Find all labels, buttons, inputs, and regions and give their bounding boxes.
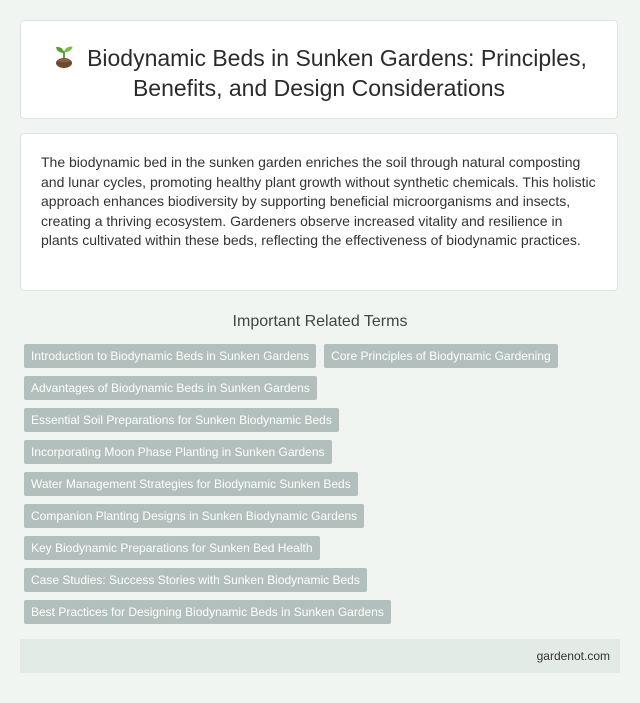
- tag-row: [24, 408, 620, 440]
- tag-row: [24, 344, 620, 376]
- tag-row: [24, 536, 620, 568]
- related-term-tag[interactable]: Water Management Strategies for Biodynamic Sunken Beds: [24, 472, 358, 496]
- related-term-tag[interactable]: Key Biodynamic Preparations for Sunken Bed Health: [24, 536, 320, 560]
- related-term-tag[interactable]: Introduction to Biodynamic Beds in Sunken Gardens: [24, 344, 316, 368]
- title-card: [20, 20, 618, 119]
- summary-text: The biodynamic bed in the sunken garden enriches the soil through natural composting and lunar cycles, promoting healthy plant growth without synthetic chemicals. This holistic approach enhances biodiversity by supporting beneficial microorganisms and insects, creating a thriving ecosystem. Gardeners observe increased vitality and resilience in plants cultivated within these beds, reflecting the effectiveness of biodynamic practices.: [41, 154, 596, 249]
- related-terms-heading: Important Related Terms: [232, 313, 408, 330]
- tag-row: [24, 472, 620, 504]
- related-term-tag[interactable]: Core Principles of Biodynamic Gardening: [324, 344, 557, 368]
- footer-site-link[interactable]: gardenot.com: [536, 649, 610, 663]
- page-title: [21, 43, 617, 103]
- related-term-tag[interactable]: Case Studies: Success Stories with Sunken Biodynamic Beds: [24, 568, 367, 592]
- related-term-tag[interactable]: Companion Planting Designs in Sunken Biodynamic Gardens: [24, 504, 364, 528]
- tag-row: [24, 568, 620, 600]
- related-term-tag[interactable]: Essential Soil Preparations for Sunken Biodynamic Beds: [24, 408, 339, 432]
- seedling-icon: [51, 45, 77, 69]
- summary-card: [20, 133, 618, 291]
- related-term-tag[interactable]: Incorporating Moon Phase Planting in Sunken Gardens: [24, 440, 332, 464]
- tag-row: [24, 600, 620, 632]
- tag-row: [24, 504, 620, 536]
- related-term-tag[interactable]: Best Practices for Designing Biodynamic Beds in Sunken Gardens: [24, 600, 391, 624]
- footer: [20, 639, 620, 673]
- tag-row: [24, 376, 620, 408]
- page-title-text: Biodynamic Beds in Sunken Gardens: Principles, Benefits, and Design Considerations: [87, 45, 587, 101]
- related-terms-list: [24, 344, 620, 632]
- tag-row: [24, 440, 620, 472]
- related-term-tag[interactable]: Advantages of Biodynamic Beds in Sunken Gardens: [24, 376, 317, 400]
